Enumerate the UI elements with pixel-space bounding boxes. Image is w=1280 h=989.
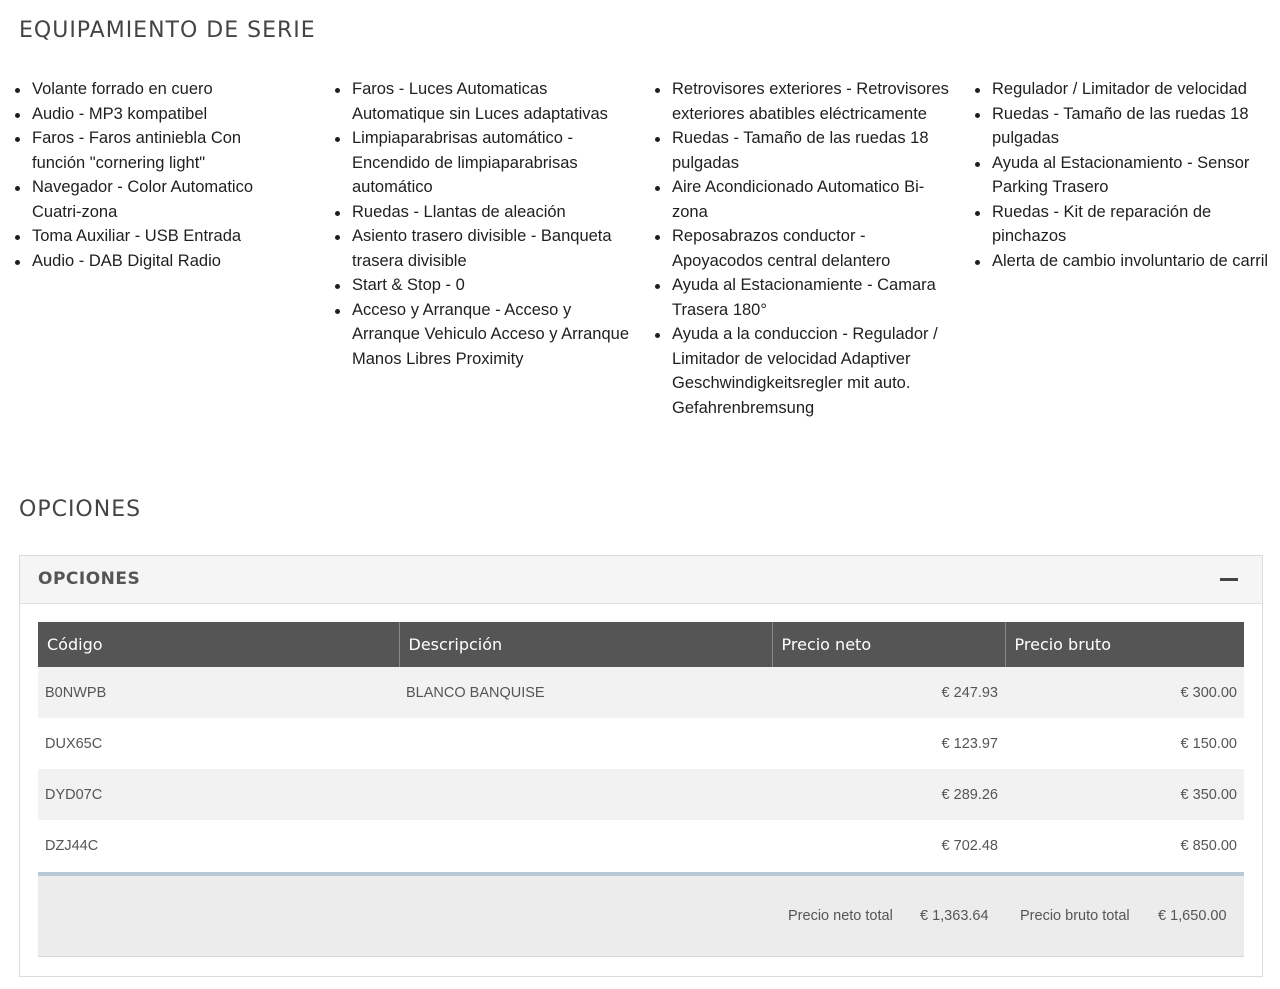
equipment-item: Alerta de cambio involuntario de carril — [960, 249, 1270, 274]
table-row — [38, 820, 1244, 871]
equipment-item: Reposabrazos conductor - Apoyacodos central delantero — [640, 224, 950, 273]
option-gross-price: € 150.00 — [1005, 718, 1244, 769]
options-table — [38, 622, 1244, 871]
option-net-price: € 123.97 — [772, 718, 1005, 769]
gross-total-value: € 1,650.00 — [1158, 908, 1227, 924]
gross-total-label: Precio bruto total — [1020, 908, 1130, 924]
column-header-code[interactable]: Código — [38, 622, 399, 667]
equipment-item: Ayuda al Estacionamiento - Sensor Parking Trasero — [960, 151, 1270, 200]
options-section-title: OPCIONES — [19, 497, 142, 522]
equipment-item: Faros - Luces Automaticas Automatique sin Luces adaptativas — [320, 77, 630, 126]
equipment-item: Limpiaparabrisas automático - Encendido de limpiaparabrisas automático — [320, 126, 630, 200]
option-description: BLANCO BANQUISE — [399, 667, 772, 718]
options-panel-title: OPCIONES — [38, 569, 141, 589]
option-gross-price: € 300.00 — [1005, 667, 1244, 718]
equipment-item: Retrovisores exteriores - Retrovisores exteriores abatibles eléctricamente — [640, 77, 950, 126]
equipment-item: Ruedas - Llantas de aleación — [320, 200, 630, 225]
table-header-row — [38, 622, 1244, 667]
net-total-value: € 1,363.64 — [920, 908, 989, 924]
table-row — [38, 769, 1244, 820]
equipment-item: Ayuda a la conduccion - Regulador / Limitador de velocidad Adaptiver Geschwindigkeitsregler mit auto. Gefahrenbremsung — [640, 322, 950, 420]
equipment-item: Audio - MP3 kompatibel — [0, 102, 290, 127]
equipment-column-1 — [0, 77, 290, 273]
table-row — [38, 667, 1244, 718]
option-description — [399, 820, 772, 871]
equipment-section-title: EQUIPAMIENTO DE SERIE — [19, 18, 316, 43]
totals-row — [38, 872, 1244, 957]
option-gross-price: € 350.00 — [1005, 769, 1244, 820]
equipment-item: Ruedas - Kit de reparación de pinchazos — [960, 200, 1270, 249]
equipment-item: Faros - Faros antiniebla Con función "cornering light" — [0, 126, 290, 175]
option-description — [399, 769, 772, 820]
option-code: DYD07C — [38, 769, 399, 820]
equipment-item: Toma Auxiliar - USB Entrada — [0, 224, 290, 249]
option-net-price: € 702.48 — [772, 820, 1005, 871]
equipment-item: Volante forrado en cuero — [0, 77, 290, 102]
equipment-column-3 — [640, 77, 950, 420]
equipment-item: Asiento trasero divisible - Banqueta trasera divisible — [320, 224, 630, 273]
options-panel-header[interactable] — [20, 556, 1262, 604]
column-header-description[interactable]: Descripción — [399, 622, 772, 667]
equipment-item: Regulador / Limitador de velocidad — [960, 77, 1270, 102]
collapse-button[interactable] — [1220, 573, 1238, 587]
options-panel — [19, 555, 1263, 977]
column-header-gross-price[interactable]: Precio bruto — [1005, 622, 1244, 667]
column-header-net-price[interactable]: Precio neto — [772, 622, 1005, 667]
option-net-price: € 247.93 — [772, 667, 1005, 718]
equipment-item: Ruedas - Tamaño de las ruedas 18 pulgadas — [640, 126, 950, 175]
option-code: DZJ44C — [38, 820, 399, 871]
option-code: B0NWPB — [38, 667, 399, 718]
equipment-item: Start & Stop - 0 — [320, 273, 630, 298]
equipment-item: Audio - DAB Digital Radio — [0, 249, 290, 274]
equipment-item: Acceso y Arranque - Acceso y Arranque Vehiculo Acceso y Arranque Manos Libres Proximity — [320, 298, 630, 372]
option-code: DUX65C — [38, 718, 399, 769]
equipment-item: Ayuda al Estacionamiente - Camara Trasera 180° — [640, 273, 950, 322]
equipment-item: Ruedas - Tamaño de las ruedas 18 pulgadas — [960, 102, 1270, 151]
equipment-column-2 — [320, 77, 630, 371]
net-total-label: Precio neto total — [788, 908, 893, 924]
equipment-item: Navegador - Color Automatico Cuatri-zona — [0, 175, 290, 224]
table-row — [38, 718, 1244, 769]
option-net-price: € 289.26 — [772, 769, 1005, 820]
equipment-list — [0, 77, 1280, 457]
option-description — [399, 718, 772, 769]
minus-icon — [1220, 578, 1238, 581]
equipment-column-4 — [960, 77, 1270, 273]
equipment-item: Aire Acondicionado Automatico Bi-zona — [640, 175, 950, 224]
option-gross-price: € 850.00 — [1005, 820, 1244, 871]
